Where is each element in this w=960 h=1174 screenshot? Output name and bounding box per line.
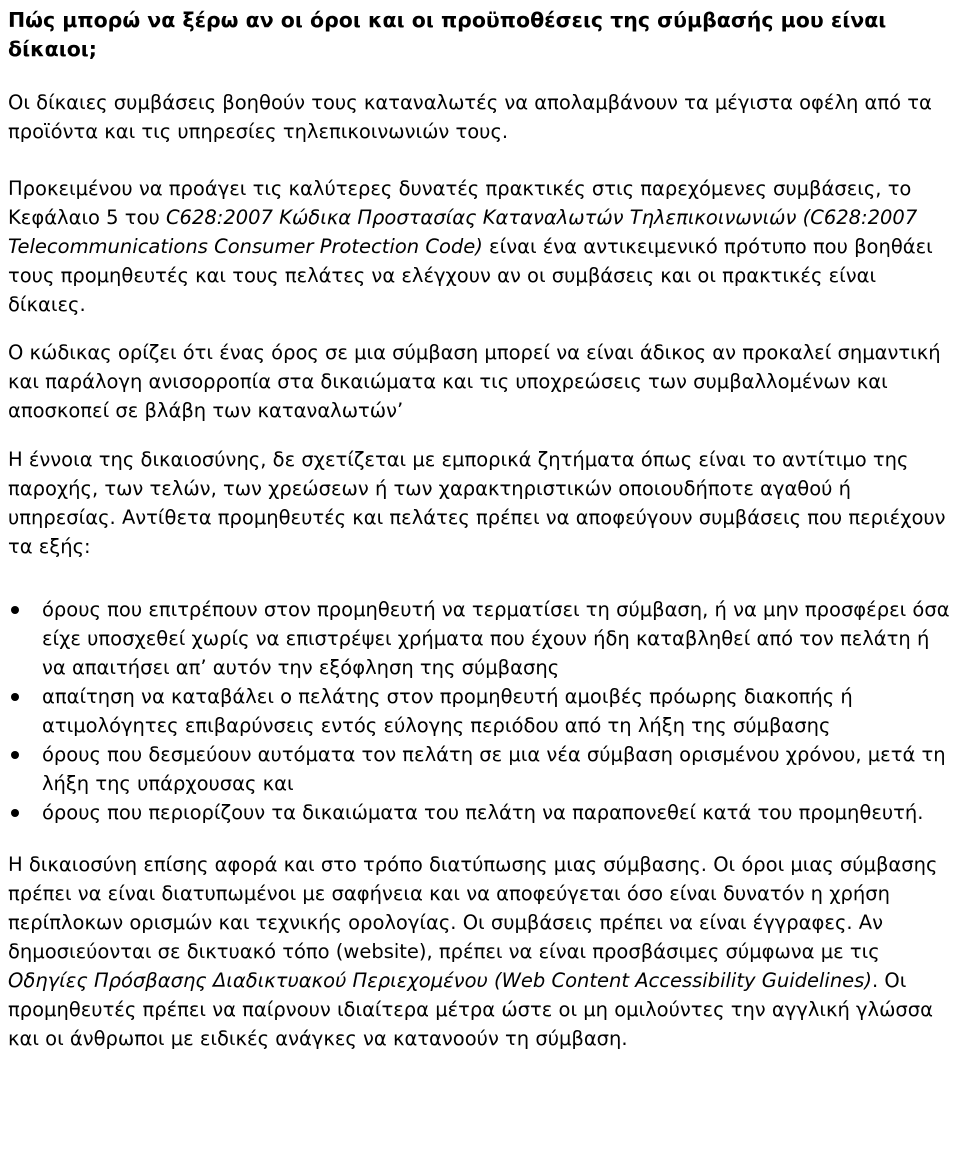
code-paragraph-text-1: Προκειμένου να προάγει τις καλύτερες δυνατές πρακτικές στις παρεχόμενες συμβάσεις, το Κεφάλαιο 5 του bbox=[8, 177, 912, 229]
bullet-icon bbox=[11, 751, 19, 759]
wording-paragraph-text-2: . Οι προμηθευτές πρέπει να παίρνουν ιδιαίτερα μέτρα ώστε οι μη ομιλούντες την αγγλική γλώσσα και οι άνθρωποι με ειδικές ανάγκες να κατανοούν τη σύμβαση. bbox=[8, 969, 934, 1050]
intro-paragraph: Οι δίκαιες συμβάσεις βοηθούν τους καταναλωτές να απολαμβάνουν τα μέγιστα οφέλη από τα προϊόντα και τις υπηρεσίες τηλεπικοινωνιών τους. bbox=[8, 91, 932, 143]
code-paragraph-text-2: είναι ένα αντικειμενικό πρότυπο που βοηθάει τους προμηθευτές και τους πελάτες να ελέγχουν αν οι συμβάσεις και οι πρακτικές είναι δίκαιες. bbox=[8, 235, 933, 316]
bullet-icon bbox=[11, 809, 19, 817]
list-item-text: όρους που δεσμεύουν αυτόματα τον πελάτη σε μια νέα σύμβαση ορισμένου χρόνου, μετά τη λήξη της υπάρχουσας και bbox=[42, 743, 946, 795]
list-item-text: όρους που επιτρέπουν στον προμηθευτή να τερματίσει τη σύμβαση, ή να μην προσφέρει όσα είχε υποσχεθεί χωρίς να επιστρέψει χρήματα που έχουν ήδη καταβληθεί από τον πελάτη ή να απαιτήσει απ’ αυτόν την εξόφληση της σύμβασης bbox=[42, 598, 950, 679]
wording-paragraph bbox=[8, 850, 952, 1053]
list-item bbox=[8, 798, 952, 827]
list-item bbox=[8, 682, 952, 740]
bullet-icon bbox=[11, 693, 19, 701]
wording-paragraph-text-1: Η δικαιοσύνη επίσης αφορά και στο τρόπο διατύπωσης μιας σύμβασης. Οι όροι μιας σύμβασης πρέπει να είναι διατυπωμένοι με σαφήνεια και να αποφεύγεται όσο είναι δυνατόν η χρήση περίπλοκων ορισμών και τεχνικής ορολογίας. Οι συμβάσεις πρέπει να είναι έγγραφες. Αν δημοσιεύονται σε δικτυακό τόπο (website), πρέπει να είναι προσβάσιμες σύμφωνα με τις bbox=[8, 853, 938, 963]
list-item-text: απαίτηση να καταβάλει ο πελάτης στον προμηθευτή αμοιβές πρόωρης διακοπής ή ατιμολόγητες επιβαρύνσεις εντός εύλογης περιόδου από τη λήξη της σύμβασης bbox=[42, 685, 853, 737]
unfair-term-definition-paragraph: Ο κώδικας ορίζει ότι ένας όρος σε μια σύμβαση μπορεί να είναι άδικος αν προκαλεί σημαντική και παράλογη ανισορροπία στα δικαιώματα και τις υποχρεώσεις των συμβαλλομένων και αποσκοπεί σε βλάβη των καταναλωτών’ bbox=[8, 341, 941, 422]
avoid-terms-list bbox=[8, 595, 952, 827]
document-title: Πώς μπορώ να ξέρω αν οι όροι και οι προϋποθέσεις της σύμβασής μου είναι δίκαιοι; bbox=[8, 8, 887, 61]
list-item bbox=[8, 740, 952, 798]
fairness-concept-paragraph: Η έννοια της δικαιοσύνης, δε σχετίζεται με εμπορικά ζητήματα όπως είναι το αντίτιμο της παροχής, των τελών, των χρεώσεων ή των χαρακτηριστικών οποιουδήποτε αγαθού ή υπηρεσίας. Αντίθετα προμηθευτές και πελάτες πρέπει να αποφεύγουν συμβάσεις που περιέχουν τα εξής: bbox=[8, 448, 946, 558]
list-item-text: όρους που περιορίζουν τα δικαιώματα του πελάτη να παραπονεθεί κατά του προμηθευτή. bbox=[42, 801, 924, 824]
code-paragraph bbox=[8, 174, 952, 319]
code-name-italic: C628:2007 Κώδικα Προστασίας Καταναλωτών Τηλεπικοινωνιών (C628:2007 Telecommunications Consumer Protection Code) bbox=[8, 206, 918, 258]
bullet-icon bbox=[11, 606, 19, 614]
guidelines-name-italic: Οδηγίες Πρόσβασης Διαδικτυακού Περιεχομένου (Web Content Accessibility Guidelines) bbox=[8, 969, 872, 992]
list-item bbox=[8, 595, 952, 682]
document-page bbox=[0, 6, 960, 1053]
